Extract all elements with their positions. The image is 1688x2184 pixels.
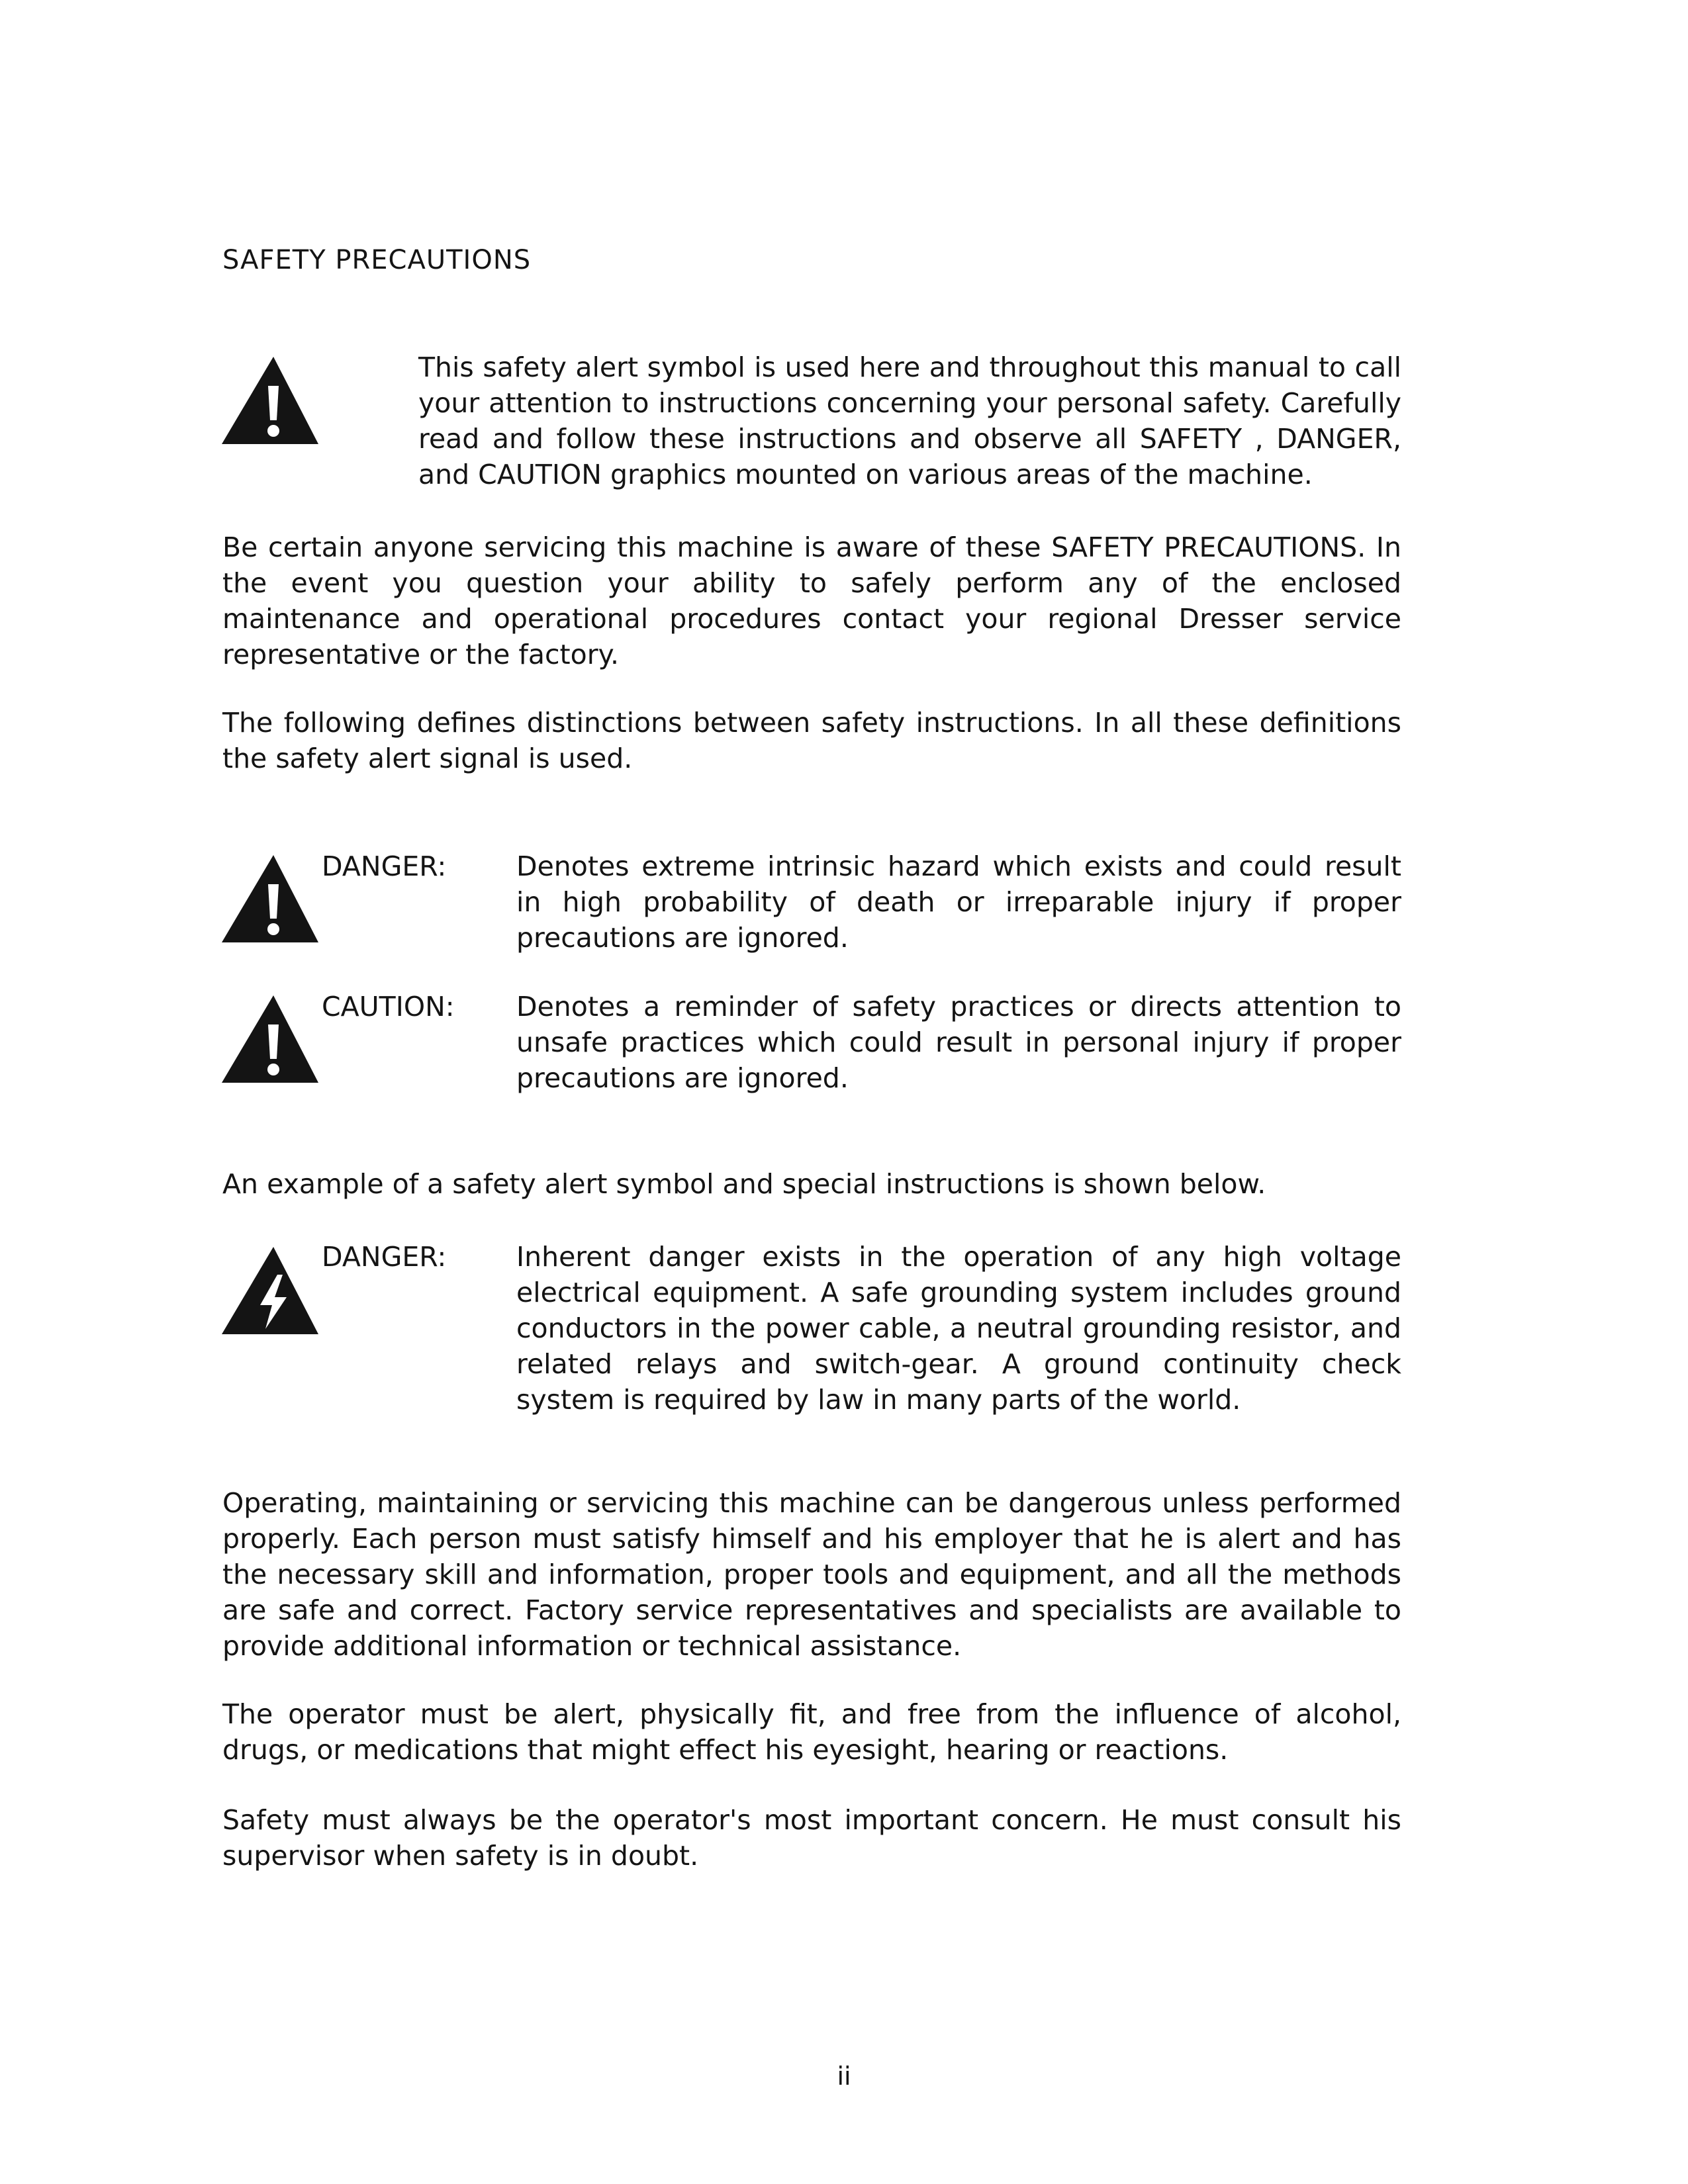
page-number: ii (837, 2062, 851, 2091)
danger-definition-text: Denotes extreme intrinsic hazard which exists and could result in high probability of death or irreparable injury if proper precautions are ignored. (516, 850, 1401, 954)
electrical-hazard-icon (220, 1244, 320, 1337)
paragraph-operating: Operating, maintaining or servicing this machine can be dangerous unless performed properly. Each person must satisfy himself and his employer that he is alert and has the necessary skill and information, proper tools and equipment, and all the methods are safe and correct. Factory service representatives and specialists are available to provide additional information or technical assistance. (222, 1487, 1401, 1662)
example-danger-text: Inherent danger exists in the operation of any high voltage electrical equipment. A safe grounding system includes ground conductors in the power cable, a neutral grounding resistor, and related relays and switch-gear. A ground continuity check system is required by law in many parts of the world. (516, 1241, 1401, 1416)
example-intro: An example of a safety alert symbol and special instructions is shown below. (222, 1168, 1266, 1200)
paragraph-definitions-intro: The following defines distinctions between safety instructions. In all these definitions the safety alert signal is used. (222, 707, 1401, 774)
intro-paragraph: This safety alert symbol is used here and throughout this manual to call your attention to instructions concerning your personal safety. Carefully read and follow these instructions and observe all SAFETY , DANGER, and CAUTION graphics mounted on various areas of the machine. (418, 351, 1401, 490)
paragraph-operator-fitness: The operator must be alert, physically fit, and free from the influence of alcohol, drugs, or medications that might effect his eyesight, hearing or reactions. (222, 1698, 1401, 1766)
caution-label: CAUTION: (322, 991, 455, 1023)
warning-icon (220, 354, 320, 447)
caution-warning-icon (220, 993, 320, 1085)
danger-label: DANGER: (322, 850, 447, 882)
paragraph-servicing: Be certain anyone servicing this machine is aware of these SAFETY PRECAUTIONS. In the event you question your ability to safely perform any of the enclosed maintenance and operational procedures contact your regional Dresser service representative or the factory. (222, 531, 1401, 670)
example-danger-label: DANGER: (322, 1241, 447, 1273)
paragraph-safety-concern: Safety must always be the operator's most important concern. He must consult his supervisor when safety is in doubt. (222, 1804, 1401, 1872)
danger-warning-icon (220, 852, 320, 945)
caution-definition-text: Denotes a reminder of safety practices or directs attention to unsafe practices which could result in personal injury if proper precautions are ignored. (516, 991, 1401, 1094)
page-title: SAFETY PRECAUTIONS (222, 245, 532, 275)
